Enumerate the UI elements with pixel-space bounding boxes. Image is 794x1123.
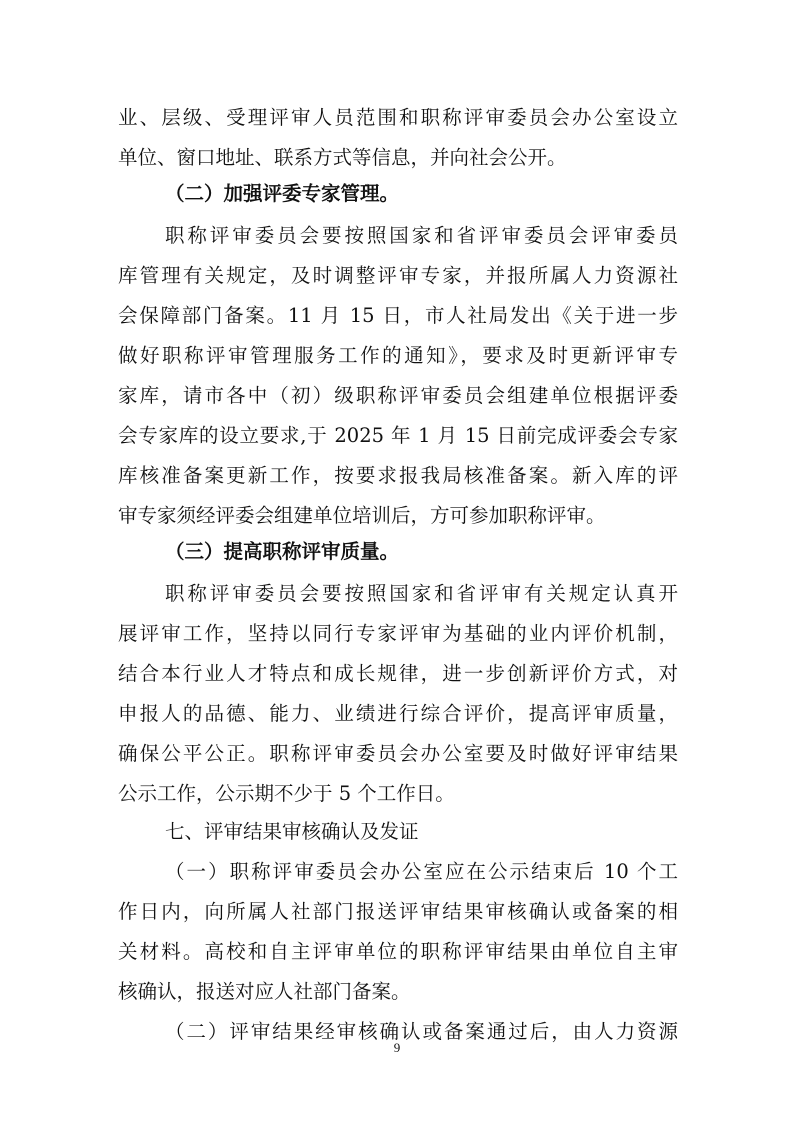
paragraph-line: 家库，请市各中（初）级职称评审委员会组建单位根据评委	[118, 384, 678, 407]
page-number: 9	[393, 1040, 401, 1055]
paragraph-line: 申报人的品德、能力、业绩进行综合评价，提高评审质量，	[118, 702, 678, 725]
paragraph-line: 展评审工作，坚持以同行专家评审为基础的业内评价机制，	[118, 622, 678, 645]
paragraph-line: 做好职称评审管理服务工作的通知》，要求及时更新评审专	[118, 344, 678, 367]
paragraph-line: 单位、窗口地址、联系方式等信息，并向社会公开。	[118, 146, 567, 169]
paragraph-line: 职称评审委员会要按照国家和省评审委员会评审委员	[165, 224, 678, 247]
section-heading-7: 七、评审结果审核确认及发证	[165, 820, 419, 843]
paragraph-line: 会专家库的设立要求,于 2025 年 1 月 15 日前完成评委会专家	[118, 424, 678, 447]
paragraph-line: 库核准备案更新工作，按要求报我局核准备案。新入库的评	[118, 464, 678, 487]
paragraph-line: 业、层级、受理评审人员范围和职称评审委员会办公室设立	[118, 106, 678, 129]
paragraph-line: 确保公平公正。职称评审委员会办公室要及时做好评审结果	[118, 742, 678, 765]
paragraph-line: 会保障部门备案。11 月 15 日，市人社局发出《关于进一步	[118, 304, 678, 327]
paragraph-line: （一）职称评审委员会办公室应在公示结束后 10 个工	[165, 860, 678, 883]
paragraph-line: （二）评审结果经审核确认或备案通过后，由人力资源	[165, 1020, 678, 1043]
paragraph-line: 作日内，向所属人社部门报送评审结果审核确认或备案的相	[118, 900, 678, 923]
paragraph-line: 库管理有关规定，及时调整评审专家，并报所属人力资源社	[118, 264, 678, 287]
paragraph-line: 关材料。高校和自主评审单位的职称评审结果由单位自主审	[118, 940, 678, 963]
section-heading-2: （二）加强评委专家管理。	[165, 182, 400, 205]
paragraph-line: 核确认，报送对应人社部门备案。	[118, 980, 411, 1003]
paragraph-line: 结合本行业人才特点和成长规律，进一步创新评价方式，对	[118, 662, 678, 685]
section-heading-3: （三）提高职称评审质量。	[165, 540, 400, 563]
paragraph-line: 公示工作，公示期不少于 5 个工作日。	[118, 782, 455, 805]
paragraph-line: 职称评审委员会要按照国家和省评审有关规定认真开	[165, 582, 678, 605]
paragraph-line: 审专家须经评委会组建单位培训后，方可参加职称评审。	[118, 504, 606, 527]
